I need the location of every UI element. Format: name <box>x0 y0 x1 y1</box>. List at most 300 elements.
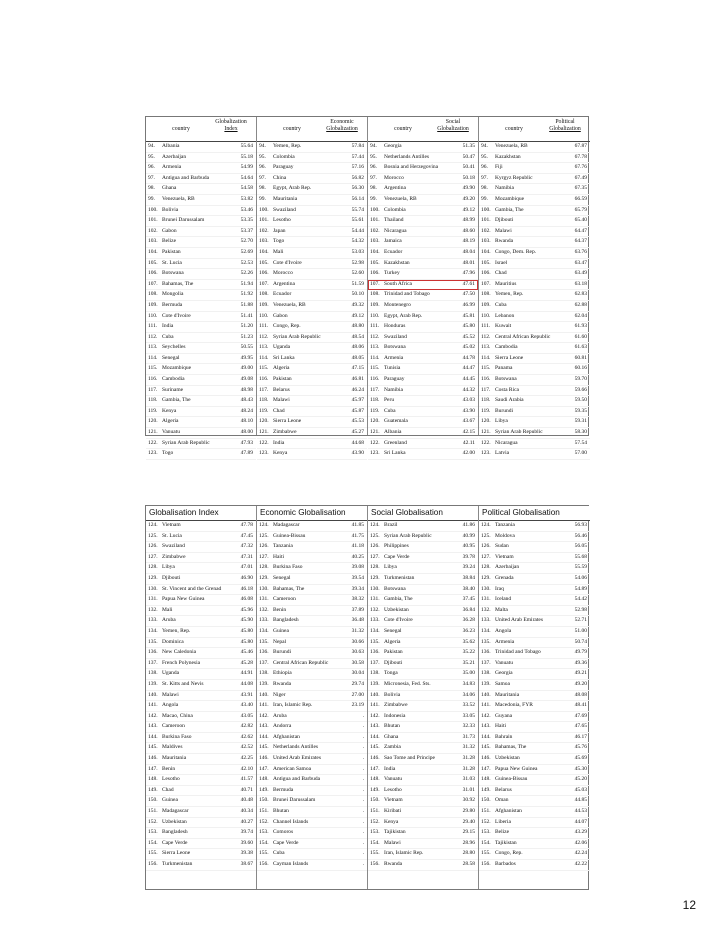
value: 54.06 <box>574 574 587 581</box>
rank: 106. <box>481 270 491 277</box>
value: 53.46 <box>240 206 253 213</box>
value: . <box>362 765 364 772</box>
bottom-row <box>368 648 478 659</box>
rank: 110. <box>148 312 158 319</box>
value: 40.71 <box>240 786 253 793</box>
country-name: Antigua and Barbuda <box>162 174 210 181</box>
country-name: Malawi <box>384 839 401 846</box>
rank: 95. <box>148 153 155 160</box>
country-name: New Caledonia <box>162 649 197 656</box>
country-name: Central African Republic <box>273 659 329 666</box>
top-row <box>479 343 590 354</box>
rank: 95. <box>259 153 266 160</box>
rank: 102. <box>259 227 269 234</box>
bottom-row <box>368 712 478 723</box>
rank: 127. <box>148 553 158 560</box>
bottom-row <box>479 542 590 553</box>
value: 48.01 <box>462 259 475 266</box>
value: 45.90 <box>240 617 253 624</box>
rank: 101. <box>481 217 491 224</box>
country-name: Gabon <box>162 227 177 234</box>
value: 43.29 <box>574 829 587 836</box>
country-name: French Polynesia <box>162 659 201 666</box>
value: 44.68 <box>351 439 364 446</box>
country-name: Botswana <box>384 344 406 351</box>
top-row <box>257 322 367 333</box>
rank: 108. <box>259 291 269 298</box>
country-name: Kyrgyz Republic <box>495 174 533 181</box>
value: . <box>362 839 364 846</box>
rank: 103. <box>259 238 269 245</box>
top-row <box>368 301 478 312</box>
top-row <box>479 227 590 238</box>
value: . <box>362 797 364 804</box>
country-name: Grenada <box>495 574 514 581</box>
top-row <box>257 386 367 397</box>
value: 42.24 <box>574 850 587 857</box>
country-name: Libya <box>495 418 508 425</box>
value: 50.18 <box>462 174 475 181</box>
rank: 100. <box>481 206 491 213</box>
top-row <box>368 396 478 407</box>
bottom-row <box>257 839 367 850</box>
rank: 110. <box>370 312 380 319</box>
rank: 151. <box>370 808 380 815</box>
top-row <box>146 290 256 301</box>
rank: 139. <box>370 680 380 687</box>
rank: 135. <box>370 638 380 645</box>
bottom-row <box>368 849 478 860</box>
bottom-row <box>257 616 367 627</box>
rank: 125. <box>481 532 491 539</box>
bottom-row <box>146 722 256 733</box>
value: 27.00 <box>351 691 364 698</box>
value: 28.80 <box>462 850 475 857</box>
value: 47.69 <box>574 712 587 719</box>
rank: 122. <box>481 439 491 446</box>
value: 55.61 <box>351 217 364 224</box>
country-name: Zambia <box>384 744 401 751</box>
rank: 119. <box>370 407 380 414</box>
country-name: Thailand <box>384 217 404 224</box>
value: 23.19 <box>351 702 364 709</box>
rank: 141. <box>259 702 269 709</box>
value: 44.91 <box>240 670 253 677</box>
value: 57.84 <box>351 143 364 149</box>
bottom-row <box>479 818 590 829</box>
rank: 155. <box>148 850 158 857</box>
value: 33.05 <box>462 712 475 719</box>
bottom-row <box>146 712 256 723</box>
top-row <box>146 312 256 323</box>
country-name: India <box>273 439 285 446</box>
top-row <box>479 163 590 174</box>
value: 37.45 <box>462 596 475 603</box>
top-row <box>257 354 367 365</box>
rank: 124. <box>148 522 158 528</box>
value: 46.17 <box>574 733 587 740</box>
rank: 149. <box>148 786 158 793</box>
bottom-row <box>146 595 256 606</box>
rank: 108. <box>370 291 380 298</box>
bottom-row <box>479 521 590 532</box>
rank: 137. <box>370 659 380 666</box>
value: 36.23 <box>462 627 475 634</box>
value: 53.82 <box>240 195 253 202</box>
rank: 149. <box>370 786 380 793</box>
country-name: Ghana <box>384 733 399 740</box>
rank: 99. <box>481 195 488 202</box>
country-header: country <box>172 126 190 132</box>
bottom-row <box>146 807 256 818</box>
value: 46.18 <box>240 585 253 592</box>
rank: 107. <box>481 280 491 287</box>
value: 46.90 <box>240 574 253 581</box>
bottom-row <box>368 669 478 680</box>
bottom-row <box>368 828 478 839</box>
country-name: Burkina Faso <box>162 733 192 740</box>
bottom-row <box>146 648 256 659</box>
country-name: Papua New Guinea <box>495 765 538 772</box>
rank: 134. <box>148 627 158 634</box>
value: 30.63 <box>351 649 364 656</box>
value: 31.73 <box>462 733 475 740</box>
country-name: Netherlands Antilles <box>384 153 430 160</box>
rank: 104. <box>259 248 269 255</box>
value: 51.59 <box>351 280 364 287</box>
rank: 121. <box>370 429 380 436</box>
rank: 117. <box>370 386 380 393</box>
country-name: Gambia, The <box>384 596 413 603</box>
value: 40.27 <box>240 818 253 825</box>
rank: 137. <box>481 659 491 666</box>
rank: 115. <box>259 365 269 372</box>
country-name: Indonesia <box>384 712 406 719</box>
rank: 150. <box>481 797 491 804</box>
rank: 100. <box>148 206 158 213</box>
top-row <box>257 301 367 312</box>
value: 55.59 <box>574 564 587 571</box>
country-name: Kazakhstan <box>384 259 410 266</box>
top-row <box>146 417 256 428</box>
rank: 156. <box>481 861 491 867</box>
rank: 116. <box>259 376 269 383</box>
country-name: Nicaragua <box>495 439 518 446</box>
country-name: Chad <box>273 407 285 414</box>
column-header <box>479 117 590 142</box>
top-row <box>368 142 478 153</box>
country-name: Turkmenistan <box>162 861 193 867</box>
rank: 142. <box>148 712 158 719</box>
rank: 116. <box>148 376 158 383</box>
bottom-column-1 <box>146 506 257 889</box>
rank: 104. <box>370 248 380 255</box>
value: 44.78 <box>462 354 475 361</box>
value: 34.83 <box>462 680 475 687</box>
rank: 97. <box>148 174 155 181</box>
bottom-row <box>368 574 478 585</box>
bottom-row <box>257 765 367 776</box>
rank: 101. <box>259 217 269 224</box>
value: 57.54 <box>574 439 587 446</box>
country-name: Mozambique <box>162 365 192 372</box>
value: 41.85 <box>351 522 364 528</box>
column-header: Economic Globalisation <box>257 506 367 521</box>
rank: 146. <box>259 755 269 762</box>
rank: 127. <box>481 553 491 560</box>
country-name: Congo, Dem. Rep. <box>495 248 537 255</box>
bottom-row <box>479 733 590 744</box>
bottom-row <box>368 839 478 850</box>
top-row <box>368 184 478 195</box>
column-header <box>368 117 478 142</box>
country-name: Azerbaijan <box>495 564 520 571</box>
value: 50.10 <box>351 291 364 298</box>
value: 54.44 <box>351 227 364 234</box>
value: 40.25 <box>351 553 364 560</box>
bottom-row <box>368 627 478 638</box>
rank: 132. <box>481 606 491 613</box>
rank: 114. <box>259 354 269 361</box>
country-name: Saudi Arabia <box>495 397 524 404</box>
value: 35.21 <box>462 659 475 666</box>
value: 53.35 <box>240 217 253 224</box>
value: 54.32 <box>351 238 364 245</box>
bottom-row <box>479 553 590 564</box>
value: 40.99 <box>462 532 475 539</box>
value: 42.62 <box>240 733 253 740</box>
bottom-row <box>479 807 590 818</box>
country-name: Senegal <box>384 627 402 634</box>
bottom-row <box>257 775 367 786</box>
rank: 97. <box>259 174 266 181</box>
value: 41.86 <box>462 522 475 528</box>
bottom-row <box>479 691 590 702</box>
top-row <box>257 396 367 407</box>
rank: 130. <box>370 585 380 592</box>
top-row <box>257 216 367 227</box>
value: 42.52 <box>240 744 253 751</box>
country-name: Togo <box>162 450 174 457</box>
bottom-row <box>479 574 590 585</box>
top-row <box>257 280 367 291</box>
country-name: Burundi <box>495 407 514 414</box>
bottom-row <box>146 659 256 670</box>
bottom-row <box>146 701 256 712</box>
top-row <box>479 290 590 301</box>
country-name: South Africa <box>384 280 412 287</box>
rank: 101. <box>148 217 158 224</box>
country-name: Comoros <box>273 829 294 836</box>
top-row <box>368 449 478 460</box>
bottom-row <box>257 648 367 659</box>
country-name: Mongolia <box>162 291 184 298</box>
value: 31.32 <box>351 627 364 634</box>
country-name: India <box>384 765 396 772</box>
rank: 151. <box>148 808 158 815</box>
bottom-row <box>257 669 367 680</box>
country-name: Senegal <box>273 574 291 581</box>
value: 52.70 <box>240 238 253 245</box>
bottom-row <box>257 521 367 532</box>
value: 44.07 <box>574 818 587 825</box>
rank: 122. <box>148 439 158 446</box>
top-ranking-table <box>145 116 589 457</box>
rank: 148. <box>370 776 380 783</box>
value: 57.00 <box>574 450 587 457</box>
country-name: Macedonia, FYR <box>495 702 533 709</box>
value: 50.55 <box>240 344 253 351</box>
value: 43.90 <box>462 407 475 414</box>
country-name: Antigua and Barbuda <box>273 776 321 783</box>
country-name: Kazakhstan <box>495 153 521 160</box>
country-name: Belize <box>162 238 177 245</box>
rank: 125. <box>148 532 158 539</box>
top-row <box>257 174 367 185</box>
value: 39.34 <box>351 585 364 592</box>
value: 41.18 <box>351 543 364 550</box>
rank: 99. <box>148 195 155 202</box>
rank: 113. <box>148 344 158 351</box>
top-row <box>479 375 590 386</box>
rank: 145. <box>370 744 380 751</box>
country-name: Rwanda <box>495 238 514 245</box>
rank: 100. <box>259 206 269 213</box>
country-name: Colombia <box>384 206 406 213</box>
country-name: Yemen, Rep. <box>273 143 302 149</box>
top-row <box>368 428 478 439</box>
value: 65.79 <box>574 206 587 213</box>
rank: 152. <box>148 818 158 825</box>
value: 31.28 <box>462 765 475 772</box>
rank: 115. <box>481 365 491 372</box>
country-name: Honduras <box>384 323 406 330</box>
value: . <box>362 861 364 867</box>
bottom-row <box>257 701 367 712</box>
country-name: American Samoa <box>273 765 312 772</box>
bottom-row <box>368 563 478 574</box>
value: 61.93 <box>574 323 587 330</box>
rank: 106. <box>259 270 269 277</box>
rank: 154. <box>481 839 491 846</box>
country-name: Bermuda <box>162 301 183 308</box>
bottom-row <box>146 574 256 585</box>
country-name: Chad <box>495 270 507 277</box>
top-row <box>146 216 256 227</box>
value: 47.78 <box>240 522 253 528</box>
value: 59.66 <box>574 386 587 393</box>
country-name: Tanzania <box>495 522 515 528</box>
country-name: Armenia <box>495 638 515 645</box>
rank: 154. <box>259 839 269 846</box>
top-row <box>368 364 478 375</box>
bottom-row <box>257 754 367 765</box>
top-row <box>479 195 590 206</box>
bottom-row <box>368 553 478 564</box>
country-name: Brazil <box>384 522 398 528</box>
rank: 145. <box>481 744 491 751</box>
country-name: Armenia <box>384 354 404 361</box>
top-row <box>479 269 590 280</box>
bottom-row <box>146 616 256 627</box>
value: 43.90 <box>351 450 364 457</box>
top-row <box>146 269 256 280</box>
top-row <box>146 375 256 386</box>
country-name: Aruba <box>162 617 176 624</box>
country-name: Zimbabwe <box>273 429 297 436</box>
country-name: Madagascar <box>273 522 300 528</box>
value: 64.47 <box>574 227 587 234</box>
value: 43.91 <box>240 691 253 698</box>
value: 48.00 <box>240 429 253 436</box>
bottom-row <box>479 765 590 776</box>
bottom-row <box>368 638 478 649</box>
rank: 143. <box>259 723 269 730</box>
value: 54.58 <box>240 185 253 192</box>
value: 59.35 <box>574 407 587 414</box>
bottom-row <box>257 563 367 574</box>
value: 45.28 <box>240 659 253 666</box>
country-name: Ghana <box>162 185 177 192</box>
value: 61.60 <box>574 333 587 340</box>
rank: 126. <box>148 543 158 550</box>
value: 63.47 <box>574 259 587 266</box>
country-name: Turkey <box>384 270 400 277</box>
rank: 133. <box>481 617 491 624</box>
value: 47.31 <box>240 553 253 560</box>
country-name: China <box>273 174 287 181</box>
value: 45.80 <box>240 638 253 645</box>
value: 45.76 <box>574 744 587 751</box>
rank: 149. <box>481 786 491 793</box>
value: 38.84 <box>462 574 475 581</box>
country-name: Lesotho <box>273 217 291 224</box>
bottom-row <box>368 532 478 543</box>
top-row <box>368 354 478 365</box>
bottom-row <box>146 743 256 754</box>
country-name: Malawi <box>495 227 512 234</box>
bottom-row <box>368 701 478 712</box>
country-name: Syrian Arab Republic <box>273 333 321 340</box>
value: 47.32 <box>240 543 253 550</box>
value: 60.81 <box>574 354 587 361</box>
country-name: Morocco <box>384 174 404 181</box>
rank: 153. <box>370 829 380 836</box>
rank: 138. <box>370 670 380 677</box>
top-column-1 <box>146 117 257 457</box>
bottom-row <box>257 818 367 829</box>
rank: 152. <box>259 818 269 825</box>
rank: 119. <box>148 407 158 414</box>
bottom-row <box>368 691 478 702</box>
value: 52.98 <box>574 606 587 613</box>
value: 43.67 <box>462 418 475 425</box>
bottom-row <box>146 669 256 680</box>
country-name: Pakistan <box>162 248 181 255</box>
bottom-row <box>368 542 478 553</box>
value: 30.66 <box>351 638 364 645</box>
value: 42.22 <box>574 861 587 867</box>
country-name: Vanuatu <box>384 776 403 783</box>
bottom-row <box>479 563 590 574</box>
country-name: Cayman Islands <box>273 861 309 867</box>
rank: 123. <box>148 450 158 457</box>
value: 48.05 <box>351 354 364 361</box>
country-name: Burundi <box>273 649 292 656</box>
bottom-row <box>368 680 478 691</box>
country-name: Maldives <box>162 744 183 751</box>
country-name: Niger <box>273 691 286 698</box>
